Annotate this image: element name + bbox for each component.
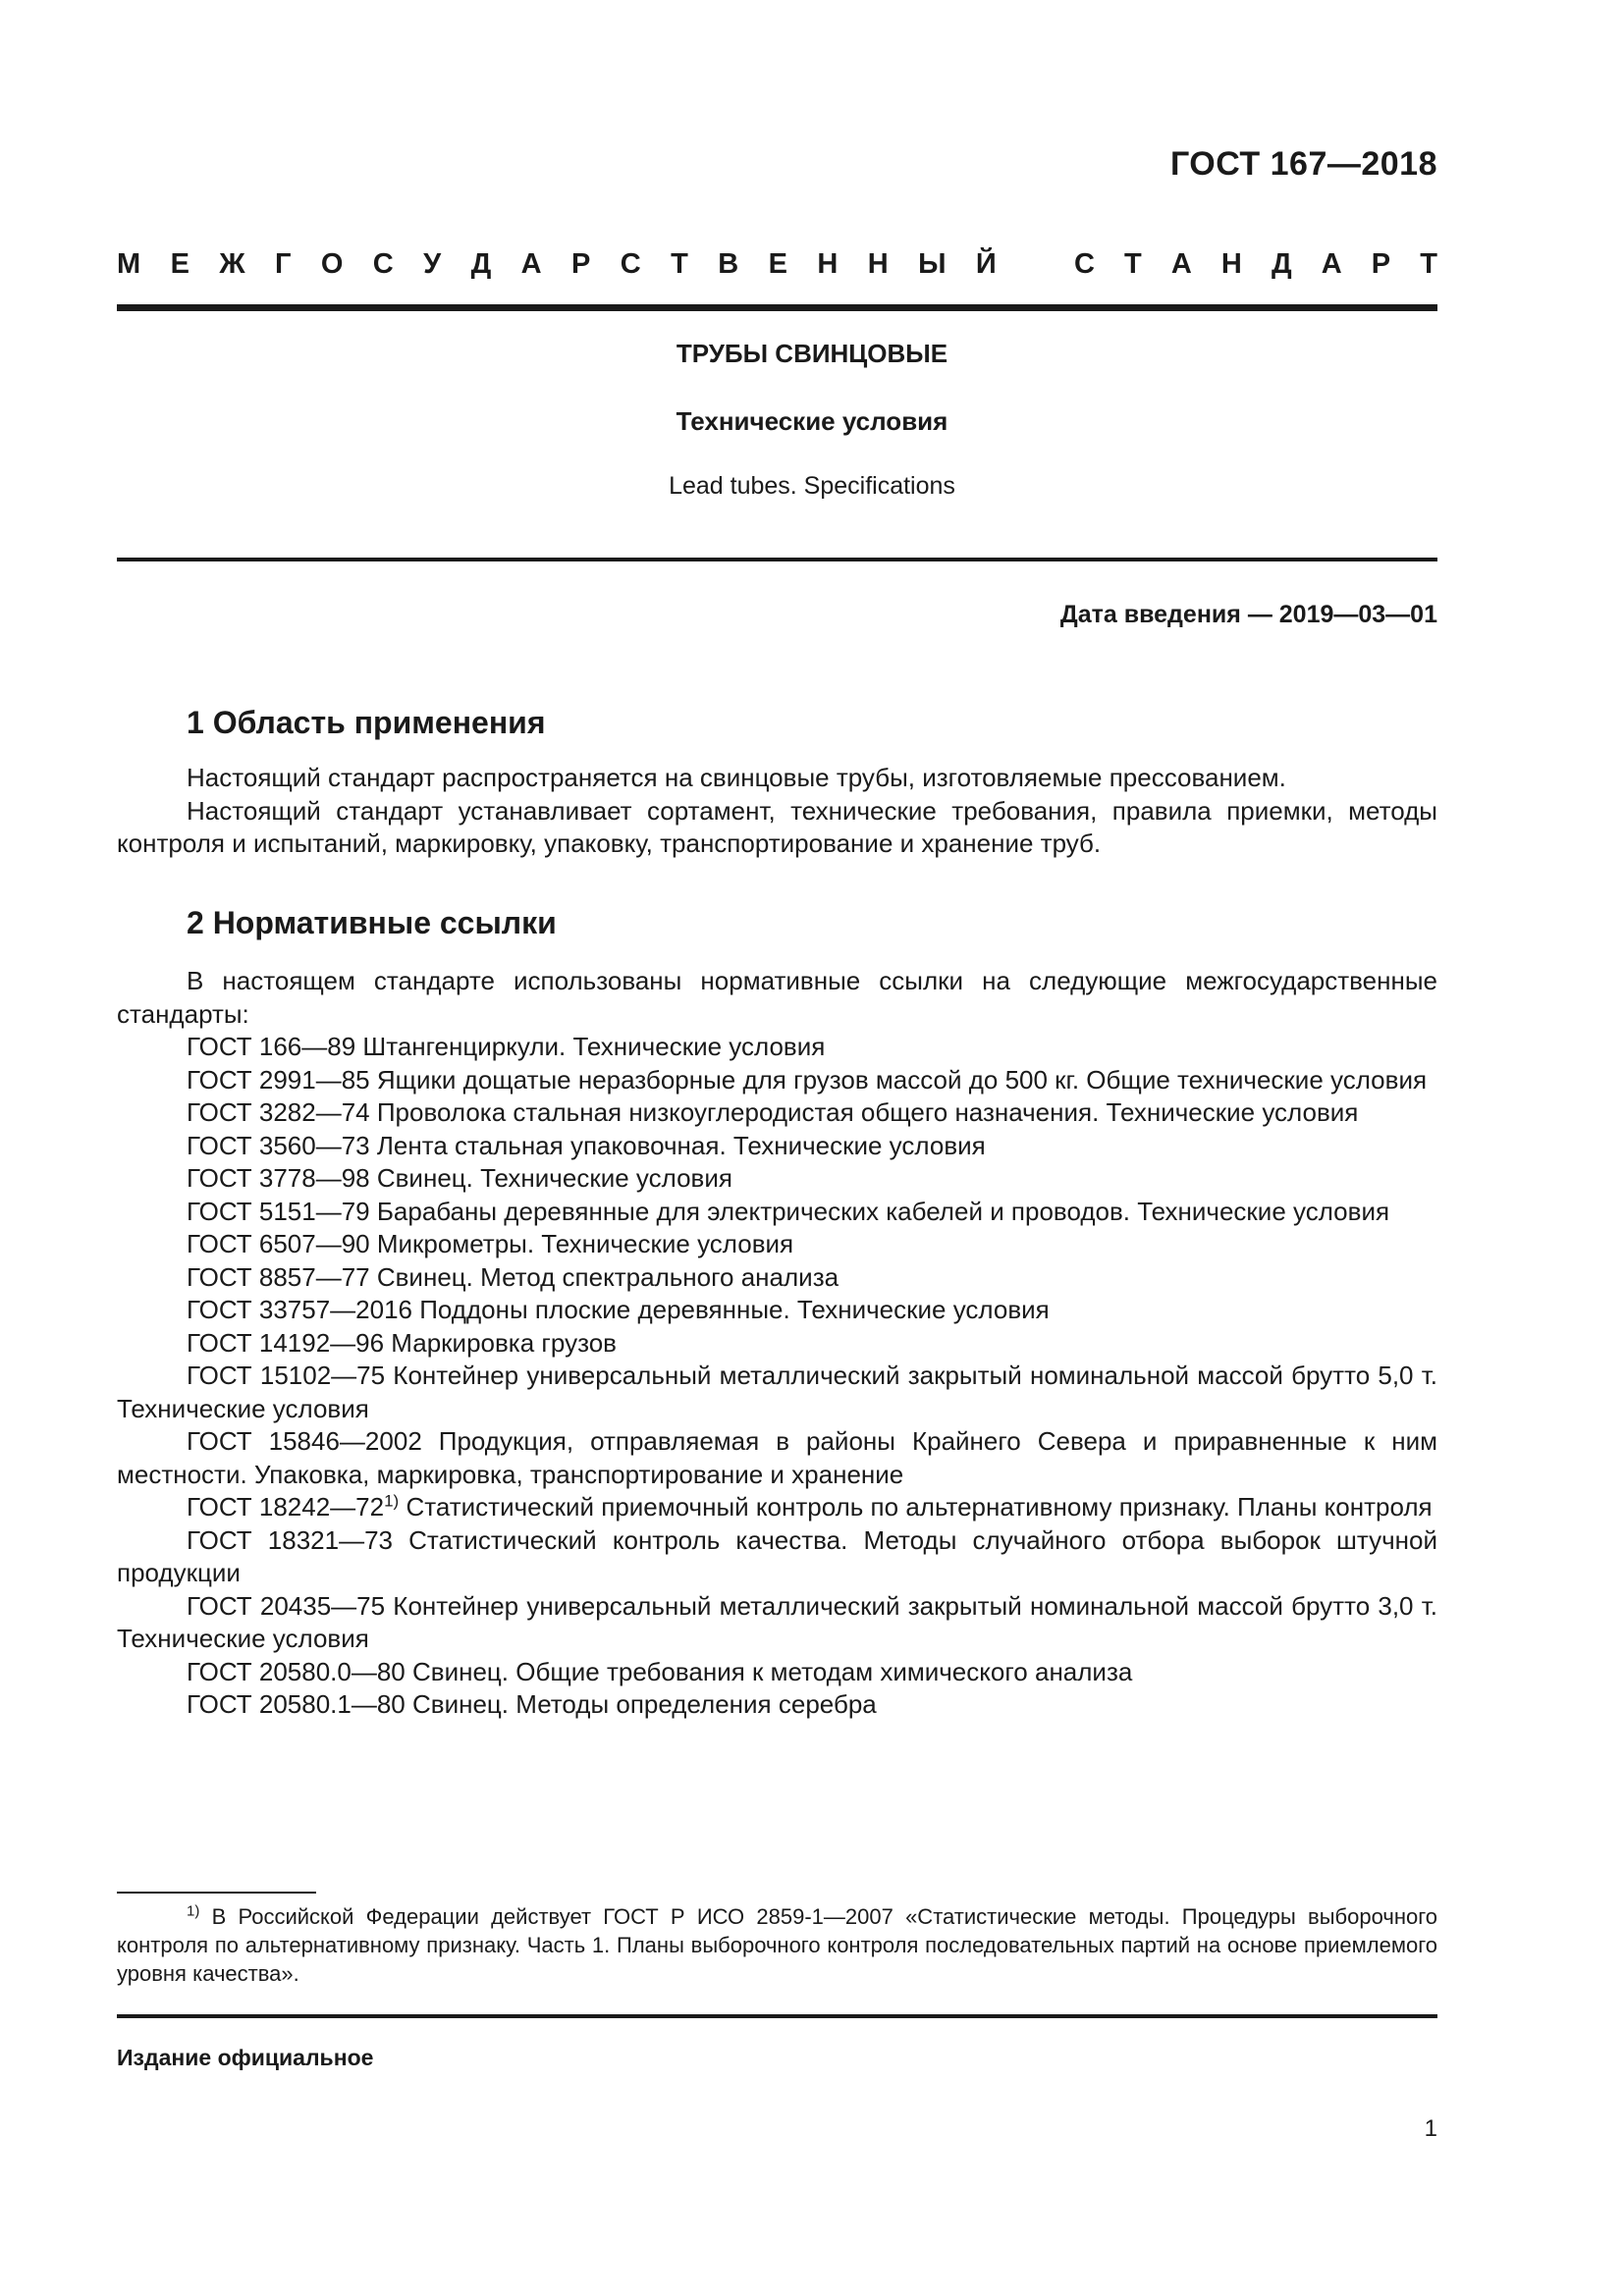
reference-item: ГОСТ 20580.0—80 Свинец. Общие требования к методам химического анализа	[187, 1656, 1133, 1686]
reference-item: ГОСТ 20580.1—80 Свинец. Методы определения серебра	[187, 1689, 877, 1719]
reference-item: ГОСТ 33757—2016 Поддоны плоские деревянные. Технические условия	[187, 1295, 1050, 1324]
reference-item: ГОСТ 166—89 Штангенциркули. Технические условия	[187, 1032, 826, 1061]
footnote-mark: 1)	[187, 1902, 200, 1920]
standard-kind	[117, 248, 1437, 281]
standard-kind-word-1: М Е Ж Г О С У Д А Р С Т В Е Н Н Ы Й	[117, 248, 997, 280]
footnote-mark: 1)	[384, 1491, 400, 1511]
reference-item: ГОСТ 20435—75 Контейнер универсальный металлический закрытый номинальной массой брутто 3,0 т. Технические условия	[117, 1590, 1437, 1653]
footnote-text: В Российской Федерации действует ГОСТ Р ИСО 2859-1—2007 «Статистические методы. Процедуры выборочного контроля по альтернативному признаку. Часть 1. Планы выборочного контроля последовательных партий на основе приемлемого уровня качества».	[117, 1904, 1438, 1986]
footnote-rule	[117, 1892, 316, 1894]
reference-item: ГОСТ 3282—74 Проволока стальная низкоуглеродистая общего назначения. Технические условия	[187, 1097, 1359, 1127]
footnote	[117, 1902, 1437, 1988]
footnote-paragraph	[117, 1902, 1437, 1988]
reference-item: ГОСТ 8857—77 Свинец. Метод спектрального анализа	[187, 1261, 839, 1292]
header-rule	[117, 304, 1437, 311]
reference-text: Статистический приемочный контроль по альтернативному признаку. Планы контроля	[406, 1492, 1433, 1522]
document-subtitle: Технические условия	[676, 406, 948, 436]
reference-item: ГОСТ 15102—75 Контейнер универсальный металлический закрытый номинальной массой брутто 5,0 т. Технические условия	[117, 1361, 1437, 1423]
title-rule	[117, 558, 1437, 561]
section-heading-normative-references: 2 Нормативные ссылки	[187, 905, 557, 940]
document-number: ГОСТ 167—2018	[1169, 145, 1437, 183]
footer-rule	[117, 2014, 1437, 2018]
section-body-normative-references	[117, 965, 1437, 1722]
reference-item: ГОСТ 6507—90 Микрометры. Технические условия	[187, 1229, 794, 1258]
reference-item: ГОСТ 2991—85 Ящики дощатые неразборные для грузов массой до 500 кг. Общие технические условия	[187, 1064, 1428, 1095]
page-number: 1	[1424, 2115, 1437, 2142]
section-heading-scope: 1 Область применения	[187, 705, 546, 740]
reference-item: ГОСТ 15846—2002 Продукция, отправляемая в районы Крайнего Севера и приравненные к ним местности. Упаковка, маркировка, транспортирование и хранение	[117, 1426, 1437, 1489]
reference-code: ГОСТ 18242—72	[187, 1492, 385, 1522]
reference-item-with-footnote	[117, 1491, 1437, 1524]
reference-item: ГОСТ 14192—96 Маркировка грузов	[187, 1327, 617, 1358]
reference-item: ГОСТ 3778—98 Свинец. Технические условия	[187, 1163, 732, 1193]
paragraph: Настоящий стандарт устанавливает сортамент, технические требования, правила приемки, методы контроля и испытаний, маркировку, упаковку, транспортирование и хранение труб.	[117, 795, 1437, 858]
reference-item: ГОСТ 3560—73 Лента стальная упаковочная. Технические условия	[187, 1130, 986, 1160]
reference-item: ГОСТ 5151—79 Барабаны деревянные для электрических кабелей и проводов. Технические условия	[187, 1196, 1390, 1226]
reference-item: ГОСТ 18321—73 Статистический контроль качества. Методы случайного отбора выборок штучной продукции	[117, 1524, 1437, 1587]
introduction-date: Дата введения — 2019—03—01	[1059, 601, 1437, 628]
section-body-scope	[117, 762, 1437, 861]
standard-kind-word-2: С Т А Н Д А Р Т	[1074, 248, 1437, 280]
document-title: ТРУБЫ СВИНЦОВЫЕ	[676, 339, 948, 368]
edition-label: Издание официальное	[117, 2045, 374, 2070]
paragraph: Настоящий стандарт распространяется на свинцовые трубы, изготовляемые прессованием.	[187, 763, 1286, 792]
document-title-english: Lead tubes. Specifications	[669, 472, 955, 500]
paragraph: В настоящем стандарте использованы нормативные ссылки на следующие межгосударственные стандарты:	[117, 966, 1437, 1029]
